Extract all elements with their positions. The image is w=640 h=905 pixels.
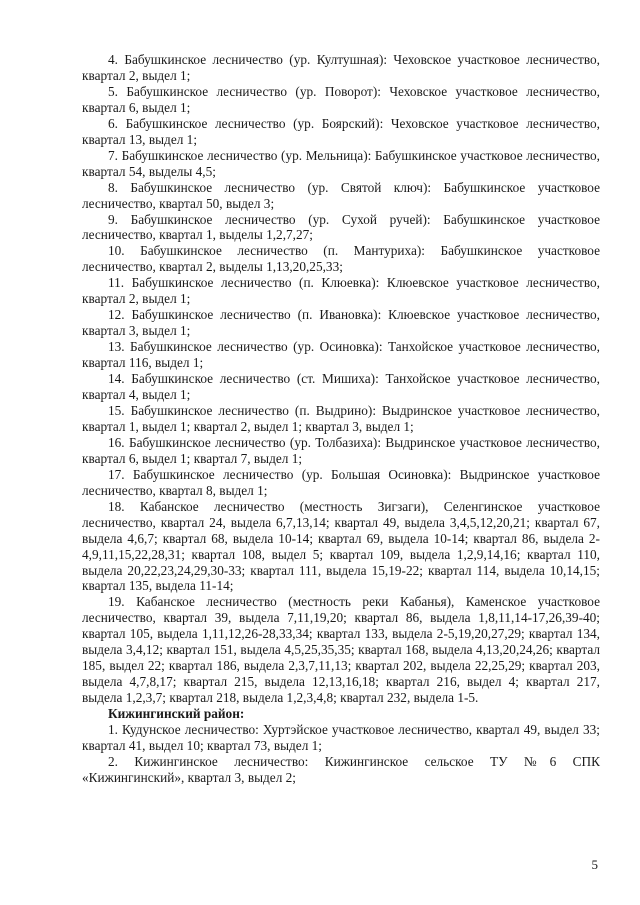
list-item: 15. Бабушкинское лесничество (п. Выдрино): Выдринское участковое лесничество, квартал 1, выдел 1; квартал 2, выдел 1; квартал 3, выдел 1; [82,402,600,434]
page-number: 5 [591,857,598,872]
list-item: 6. Бабушкинское лесничество (ур. Боярский): Чеховское участковое лесничество, квартал 13, выдел 1; [82,115,600,147]
section-heading: Кижингинский район: [108,706,245,722]
list-item: 17. Бабушкинское лесничество (ур. Большая Осиновка): Выдринское участковое лесничество, квартал 8, выдел 1; [82,466,600,498]
list-item: 4. Бабушкинское лесничество (ур. Култушная): Чеховское участковое лесничество, квартал 2, выдел 1; [82,52,600,83]
list-item: 7. Бабушкинское лесничество (ур. Мельница): Бабушкинское участковое лесничество, квартал 54, выделы 4,5; [82,147,600,179]
document-body [82,52,600,786]
list-item: 10. Бабушкинское лесничество (п. Мантуриха): Бабушкинское участковое лесничество, квартал 2, выделы 1,13,20,25,33; [82,243,600,275]
list-item: 9. Бабушкинское лесничество (ур. Сухой ручей): Бабушкинское участковое лесничество, квартал 1, выделы 1,2,7,27; [82,211,600,243]
list-item: 18. Кабанское лесничество (местность Зигзаги), Селенгинское участковое лесничество, квартал 24, выдела 6,7,13,14; квартал 49, выдела 3,4,5,12,20,21; квартал 67, выдела 4,6,7; квартал 68, выдела 10-14; квартал 69, выдела 10-14; квартал 86, выдела 2-4,9,11,15,22,28,31; квартал 108, выдел 5; квартал 109, выдела 1,2,9,14,16; квартал 110, выдела 20,22,23,24,29,30-33; квартал 111, выдела 15,19-22; квартал 114, выдела 10,14,15; квартал 135, выдела 11-14; [82,498,600,594]
list-item: 19. Кабанское лесничество (местность реки Кабанья), Каменское участковое лесничество, квартал 39, выдела 7,11,19,20; квартал 86, выдела 1,8,11,14-17,26,39-40; квартал 105, выдела 1,11,12,26-28,33,34; квартал 133, выдела 2-5,19,20,27,29; квартал 134, выдела 3,4,12; квартал 151, выдела 4,5,25,35,35; квартал 168, выдела 4,13,20,24,26; квартал 185, выдел 22; квартал 186, выдела 2,3,7,11,13; квартал 202, выдела 22,25,29; квартал 203, выдела 4,7,8,17; квартал 215, выдела 12,13,16,18; квартал 216, выдел 4; квартал 217, выдела 1,2,3,7; квартал 218, выдела 1,2,3,4,8; квартал 232, выдела 1-5. [82,594,600,706]
list-item: 2. Кижингинское лесничество: Кижингинское сельское ТУ №6 СПК «Кижингинский», квартал 3, выдел 2; [82,753,600,785]
list-item: 1. Кудунское лесничество: Хуртэйское участковое лесничество, квартал 49, выдел 33; квартал 41, выдел 10; квартал 73, выдел 1; [82,722,600,753]
list-item: 8. Бабушкинское лесничество (ур. Святой ключ): Бабушкинское участковое лесничество, квартал 50, выдел 3; [82,179,600,211]
list-item: 11. Бабушкинское лесничество (п. Клюевка): Клюевское участковое лесничество, квартал 2, выдел 1; [82,275,600,307]
list-item: 13. Бабушкинское лесничество (ур. Осиновка): Танхойское участковое лесничество, квартал 116, выдел 1; [82,339,600,371]
list-item: 5. Бабушкинское лесничество (ур. Поворот): Чеховское участковое лесничество, квартал 6, выдел 1; [82,83,600,115]
list-item: 12. Бабушкинское лесничество (п. Ивановка): Клюевское участковое лесничество, квартал 3, выдел 1; [82,307,600,339]
list-item: 14. Бабушкинское лесничество (ст. Мишиха): Танхойское участковое лесничество, квартал 4, выдел 1; [82,371,600,403]
list-item: 16. Бабушкинское лесничество (ур. Толбазиха): Выдринское участковое лесничество, квартал 6, выдел 1; квартал 7, выдел 1; [82,434,600,466]
